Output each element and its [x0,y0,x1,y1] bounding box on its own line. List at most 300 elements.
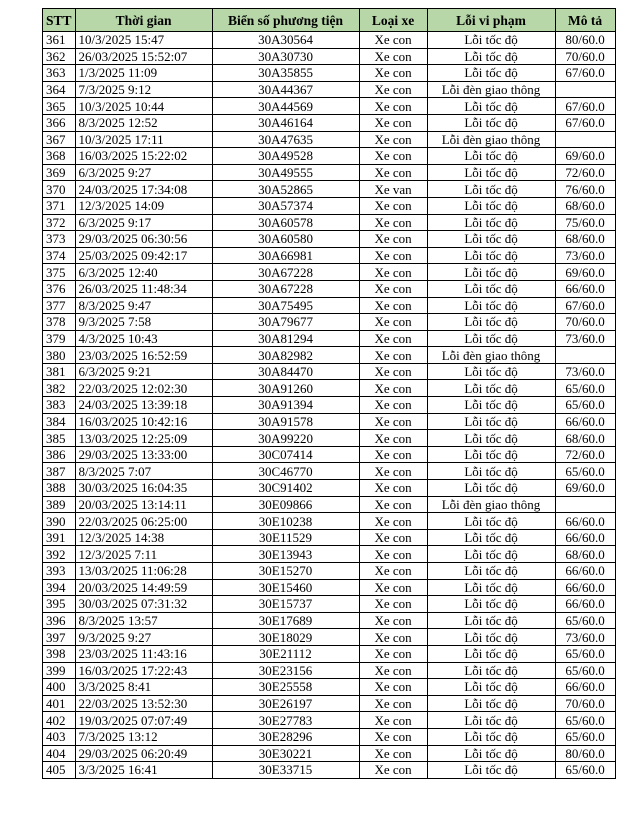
cell-time: 12/3/2025 14:09 [75,197,212,214]
cell-violation: Lỗi tốc độ [427,164,555,181]
cell-description: 73/60.0 [555,629,615,646]
cell-violation: Lỗi tốc độ [427,645,555,662]
cell-vehicle-type: Xe con [359,397,427,414]
cell-description: 75/60.0 [555,214,615,231]
cell-violation: Lỗi tốc độ [427,728,555,745]
cell-stt: 368 [43,148,76,165]
cell-vehicle-type: Xe con [359,347,427,364]
cell-plate: 30E33715 [212,762,359,779]
cell-vehicle-type: Xe con [359,314,427,331]
cell-stt: 383 [43,397,76,414]
cell-violation: Lỗi tốc độ [427,380,555,397]
table-row [43,181,616,198]
cell-vehicle-type: Xe con [359,247,427,264]
cell-time: 22/03/2025 06:25:00 [75,513,212,530]
table-row [43,231,616,248]
table-row [43,330,616,347]
cell-time: 24/03/2025 13:39:18 [75,397,212,414]
cell-violation: Lỗi tốc độ [427,513,555,530]
cell-time: 6/3/2025 9:21 [75,363,212,380]
table-row [43,645,616,662]
table-row [43,214,616,231]
table-body [43,32,616,779]
table-row [43,280,616,297]
cell-time: 29/03/2025 06:30:56 [75,231,212,248]
cell-vehicle-type: Xe con [359,645,427,662]
cell-description: 69/60.0 [555,480,615,497]
cell-plate: 30A75495 [212,297,359,314]
cell-stt: 381 [43,363,76,380]
cell-vehicle-type: Xe con [359,679,427,696]
cell-stt: 398 [43,645,76,662]
cell-violation: Lỗi tốc độ [427,679,555,696]
cell-description: 66/60.0 [555,563,615,580]
cell-description: 66/60.0 [555,513,615,530]
cell-plate: 30A67228 [212,280,359,297]
cell-vehicle-type: Xe con [359,164,427,181]
cell-time: 8/3/2025 13:57 [75,612,212,629]
cell-time: 13/03/2025 11:06:28 [75,563,212,580]
table-row [43,48,616,65]
cell-vehicle-type: Xe con [359,363,427,380]
cell-violation: Lỗi tốc độ [427,231,555,248]
cell-vehicle-type: Xe con [359,446,427,463]
cell-description: 72/60.0 [555,164,615,181]
cell-plate: 30E27783 [212,712,359,729]
cell-description: 66/60.0 [555,679,615,696]
cell-time: 12/3/2025 7:11 [75,546,212,563]
cell-plate: 30E30221 [212,745,359,762]
cell-time: 23/03/2025 11:43:16 [75,645,212,662]
cell-violation: Lỗi tốc độ [427,762,555,779]
cell-vehicle-type: Xe con [359,463,427,480]
cell-plate: 30A66981 [212,247,359,264]
cell-time: 16/03/2025 17:22:43 [75,662,212,679]
cell-time: 7/3/2025 13:12 [75,728,212,745]
cell-plate: 30E17689 [212,612,359,629]
cell-violation: Lỗi tốc độ [427,280,555,297]
cell-plate: 30A57374 [212,197,359,214]
cell-vehicle-type: Xe con [359,529,427,546]
cell-description: 66/60.0 [555,413,615,430]
cell-stt: 387 [43,463,76,480]
cell-stt: 374 [43,247,76,264]
cell-time: 9/3/2025 9:27 [75,629,212,646]
cell-time: 7/3/2025 9:12 [75,81,212,98]
cell-time: 16/03/2025 15:22:02 [75,148,212,165]
table-row [43,98,616,115]
cell-plate: 30E15737 [212,596,359,613]
table-row [43,529,616,546]
cell-violation: Lỗi tốc độ [427,363,555,380]
cell-stt: 364 [43,81,76,98]
table-row [43,679,616,696]
cell-plate: 30E28296 [212,728,359,745]
cell-time: 1/3/2025 11:09 [75,65,212,82]
table-row [43,297,616,314]
table-row [43,247,616,264]
cell-description: 67/60.0 [555,65,615,82]
cell-violation: Lỗi tốc độ [427,480,555,497]
cell-stt: 376 [43,280,76,297]
cell-time: 20/03/2025 13:14:11 [75,496,212,513]
cell-time: 25/03/2025 09:42:17 [75,247,212,264]
cell-vehicle-type: Xe van [359,181,427,198]
header-violation: Lỗi vi phạm [427,9,555,32]
cell-description [555,347,615,364]
cell-vehicle-type: Xe con [359,214,427,231]
cell-plate: 30A44569 [212,98,359,115]
cell-description: 73/60.0 [555,363,615,380]
cell-vehicle-type: Xe con [359,745,427,762]
cell-vehicle-type: Xe con [359,430,427,447]
header-time: Thời gian [75,9,212,32]
table-row [43,32,616,49]
cell-plate: 30A30564 [212,32,359,49]
cell-violation: Lỗi tốc độ [427,197,555,214]
cell-vehicle-type: Xe con [359,114,427,131]
cell-time: 12/3/2025 14:38 [75,529,212,546]
cell-plate: 30A44367 [212,81,359,98]
cell-vehicle-type: Xe con [359,596,427,613]
cell-plate: 30A49555 [212,164,359,181]
cell-vehicle-type: Xe con [359,131,427,148]
table-row [43,612,616,629]
cell-stt: 400 [43,679,76,696]
cell-stt: 370 [43,181,76,198]
cell-vehicle-type: Xe con [359,513,427,530]
cell-plate: 30A49528 [212,148,359,165]
cell-violation: Lỗi tốc độ [427,563,555,580]
cell-plate: 30E26197 [212,695,359,712]
cell-description: 70/60.0 [555,695,615,712]
cell-time: 23/03/2025 16:52:59 [75,347,212,364]
cell-plate: 30E21112 [212,645,359,662]
cell-description: 65/60.0 [555,728,615,745]
cell-description: 66/60.0 [555,596,615,613]
table-row [43,596,616,613]
cell-description [555,131,615,148]
cell-violation: Lỗi đèn giao thông [427,81,555,98]
cell-stt: 397 [43,629,76,646]
cell-stt: 402 [43,712,76,729]
cell-stt: 372 [43,214,76,231]
cell-vehicle-type: Xe con [359,81,427,98]
cell-time: 26/03/2025 11:48:34 [75,280,212,297]
cell-stt: 394 [43,579,76,596]
cell-time: 29/03/2025 06:20:49 [75,745,212,762]
cell-vehicle-type: Xe con [359,629,427,646]
cell-vehicle-type: Xe con [359,65,427,82]
header-stt: STT [43,9,76,32]
table-row [43,65,616,82]
table-row [43,148,616,165]
cell-stt: 389 [43,496,76,513]
cell-plate: 30E25558 [212,679,359,696]
cell-violation: Lỗi đèn giao thông [427,131,555,148]
cell-description: 72/60.0 [555,446,615,463]
cell-plate: 30A82982 [212,347,359,364]
cell-plate: 30A47635 [212,131,359,148]
cell-plate: 30A99220 [212,430,359,447]
cell-vehicle-type: Xe con [359,662,427,679]
cell-description: 67/60.0 [555,98,615,115]
table-row [43,496,616,513]
cell-plate: 30A67228 [212,264,359,281]
cell-description: 66/60.0 [555,529,615,546]
cell-time: 8/3/2025 7:07 [75,463,212,480]
cell-vehicle-type: Xe con [359,98,427,115]
cell-time: 26/03/2025 15:52:07 [75,48,212,65]
cell-description: 65/60.0 [555,712,615,729]
cell-stt: 371 [43,197,76,214]
cell-time: 4/3/2025 10:43 [75,330,212,347]
header-vehicle-type: Loại xe [359,9,427,32]
cell-description: 68/60.0 [555,546,615,563]
cell-vehicle-type: Xe con [359,280,427,297]
cell-stt: 386 [43,446,76,463]
cell-time: 29/03/2025 13:33:00 [75,446,212,463]
cell-vehicle-type: Xe con [359,496,427,513]
cell-stt: 404 [43,745,76,762]
cell-description: 80/60.0 [555,32,615,49]
cell-violation: Lỗi tốc độ [427,695,555,712]
cell-description: 65/60.0 [555,397,615,414]
cell-violation: Lỗi tốc độ [427,397,555,414]
cell-description: 65/60.0 [555,762,615,779]
cell-plate: 30A46164 [212,114,359,131]
cell-plate: 30A81294 [212,330,359,347]
cell-violation: Lỗi tốc độ [427,579,555,596]
cell-vehicle-type: Xe con [359,546,427,563]
table-row [43,430,616,447]
cell-stt: 401 [43,695,76,712]
cell-stt: 382 [43,380,76,397]
cell-stt: 375 [43,264,76,281]
cell-vehicle-type: Xe con [359,728,427,745]
cell-plate: 30E13943 [212,546,359,563]
cell-violation: Lỗi tốc độ [427,214,555,231]
cell-stt: 396 [43,612,76,629]
cell-violation: Lỗi tốc độ [427,596,555,613]
table-row [43,662,616,679]
cell-time: 6/3/2025 9:27 [75,164,212,181]
cell-stt: 399 [43,662,76,679]
table-row [43,413,616,430]
cell-plate: 30A79677 [212,314,359,331]
cell-vehicle-type: Xe con [359,330,427,347]
cell-plate: 30E10238 [212,513,359,530]
table-row [43,397,616,414]
cell-plate: 30A52865 [212,181,359,198]
table-row [43,480,616,497]
cell-time: 3/3/2025 16:41 [75,762,212,779]
cell-violation: Lỗi tốc độ [427,446,555,463]
table-row [43,712,616,729]
cell-time: 30/03/2025 07:31:32 [75,596,212,613]
cell-description: 76/60.0 [555,181,615,198]
cell-violation: Lỗi tốc độ [427,65,555,82]
table-row [43,81,616,98]
cell-violation: Lỗi tốc độ [427,247,555,264]
cell-violation: Lỗi tốc độ [427,297,555,314]
table-row [43,546,616,563]
cell-violation: Lỗi tốc độ [427,32,555,49]
cell-plate: 30E15460 [212,579,359,596]
cell-plate: 30C91402 [212,480,359,497]
cell-violation: Lỗi tốc độ [427,264,555,281]
cell-time: 20/03/2025 14:49:59 [75,579,212,596]
cell-stt: 385 [43,430,76,447]
cell-violation: Lỗi đèn giao thông [427,347,555,364]
cell-stt: 373 [43,231,76,248]
cell-vehicle-type: Xe con [359,612,427,629]
cell-description: 70/60.0 [555,314,615,331]
cell-stt: 362 [43,48,76,65]
table-row [43,513,616,530]
cell-stt: 361 [43,32,76,49]
cell-violation: Lỗi tốc độ [427,546,555,563]
cell-time: 6/3/2025 9:17 [75,214,212,231]
cell-vehicle-type: Xe con [359,480,427,497]
cell-violation: Lỗi tốc độ [427,629,555,646]
table-row [43,264,616,281]
cell-violation: Lỗi tốc độ [427,181,555,198]
violation-table [42,8,616,779]
cell-stt: 377 [43,297,76,314]
cell-description: 70/60.0 [555,48,615,65]
cell-description: 65/60.0 [555,380,615,397]
cell-plate: 30E11529 [212,529,359,546]
cell-stt: 378 [43,314,76,331]
cell-plate: 30A35855 [212,65,359,82]
cell-vehicle-type: Xe con [359,231,427,248]
cell-violation: Lỗi tốc độ [427,529,555,546]
table-row [43,114,616,131]
table-row [43,563,616,580]
table-row [43,197,616,214]
cell-vehicle-type: Xe con [359,413,427,430]
table-row [43,446,616,463]
cell-stt: 390 [43,513,76,530]
cell-stt: 369 [43,164,76,181]
cell-violation: Lỗi tốc độ [427,148,555,165]
cell-vehicle-type: Xe con [359,563,427,580]
cell-vehicle-type: Xe con [359,48,427,65]
cell-violation: Lỗi tốc độ [427,330,555,347]
cell-plate: 30C46770 [212,463,359,480]
cell-violation: Lỗi tốc độ [427,114,555,131]
cell-stt: 392 [43,546,76,563]
cell-time: 6/3/2025 12:40 [75,264,212,281]
cell-time: 22/03/2025 13:52:30 [75,695,212,712]
header-description: Mô tả [555,9,615,32]
cell-plate: 30E18029 [212,629,359,646]
cell-violation: Lỗi tốc độ [427,745,555,762]
cell-time: 10/3/2025 17:11 [75,131,212,148]
cell-vehicle-type: Xe con [359,148,427,165]
cell-description: 67/60.0 [555,297,615,314]
cell-vehicle-type: Xe con [359,695,427,712]
cell-violation: Lỗi tốc độ [427,314,555,331]
table-row [43,131,616,148]
header-plate: Biển số phương tiện [212,9,359,32]
table-row [43,314,616,331]
cell-time: 10/3/2025 15:47 [75,32,212,49]
cell-time: 19/03/2025 07:07:49 [75,712,212,729]
table-row [43,463,616,480]
cell-description: 65/60.0 [555,645,615,662]
cell-description: 68/60.0 [555,231,615,248]
cell-description [555,81,615,98]
cell-stt: 395 [43,596,76,613]
cell-violation: Lỗi đèn giao thông [427,496,555,513]
cell-vehicle-type: Xe con [359,297,427,314]
cell-description: 69/60.0 [555,264,615,281]
cell-plate: 30E15270 [212,563,359,580]
cell-violation: Lỗi tốc độ [427,712,555,729]
cell-description: 69/60.0 [555,148,615,165]
cell-violation: Lỗi tốc độ [427,98,555,115]
cell-violation: Lỗi tốc độ [427,612,555,629]
cell-time: 3/3/2025 8:41 [75,679,212,696]
cell-time: 24/03/2025 17:34:08 [75,181,212,198]
cell-stt: 393 [43,563,76,580]
violation-table-container [42,8,616,779]
cell-vehicle-type: Xe con [359,380,427,397]
cell-description: 73/60.0 [555,247,615,264]
cell-plate: 30E09866 [212,496,359,513]
cell-plate: 30E23156 [212,662,359,679]
cell-description: 67/60.0 [555,114,615,131]
table-row [43,579,616,596]
cell-description: 80/60.0 [555,745,615,762]
cell-violation: Lỗi tốc độ [427,662,555,679]
cell-plate: 30A91578 [212,413,359,430]
cell-time: 10/3/2025 10:44 [75,98,212,115]
cell-vehicle-type: Xe con [359,579,427,596]
cell-description: 65/60.0 [555,612,615,629]
cell-vehicle-type: Xe con [359,712,427,729]
table-row [43,745,616,762]
cell-stt: 384 [43,413,76,430]
cell-vehicle-type: Xe con [359,264,427,281]
cell-stt: 388 [43,480,76,497]
cell-description: 65/60.0 [555,463,615,480]
cell-plate: 30A60578 [212,214,359,231]
table-row [43,695,616,712]
cell-stt: 405 [43,762,76,779]
cell-time: 8/3/2025 9:47 [75,297,212,314]
table-row [43,629,616,646]
cell-description: 66/60.0 [555,280,615,297]
table-row [43,164,616,181]
cell-stt: 380 [43,347,76,364]
cell-vehicle-type: Xe con [359,762,427,779]
cell-description [555,496,615,513]
cell-violation: Lỗi tốc độ [427,430,555,447]
cell-description: 68/60.0 [555,430,615,447]
cell-violation: Lỗi tốc độ [427,413,555,430]
cell-plate: 30A91394 [212,397,359,414]
cell-stt: 391 [43,529,76,546]
table-row [43,380,616,397]
table-row [43,347,616,364]
cell-stt: 379 [43,330,76,347]
cell-description: 66/60.0 [555,579,615,596]
cell-time: 13/03/2025 12:25:09 [75,430,212,447]
table-row [43,762,616,779]
